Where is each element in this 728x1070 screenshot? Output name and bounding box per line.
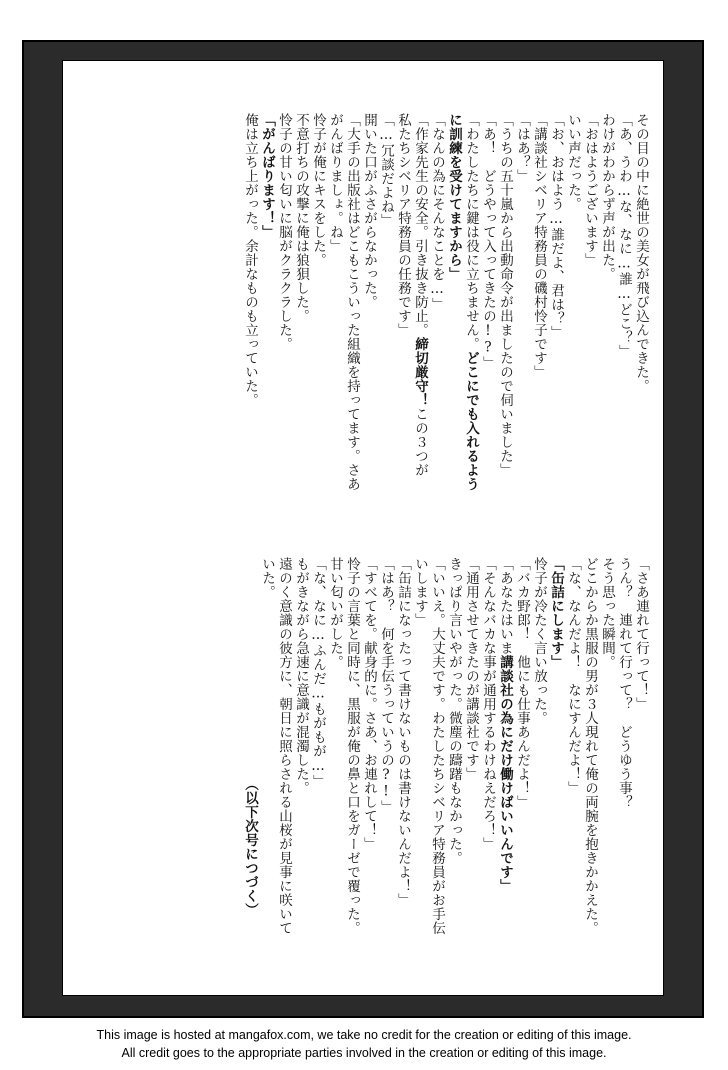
to-be-continued: （以下次号につづく） xyxy=(242,777,258,917)
story-line: 怜子の言葉と同時に、黒服が俺の鼻と口をガーゼで覆った。 xyxy=(344,557,360,935)
story-line: 「あ、うわ…な、なに…誰…どこ？」 xyxy=(616,113,632,359)
story-line: 「缶詰にします」 xyxy=(548,557,564,669)
story-line: いします」 xyxy=(412,557,428,627)
story-text: 「わたしたちに鍵は役に立ちません。 xyxy=(463,113,479,351)
story-line: 「すべてを。献身的に。さあ、お連れして！」 xyxy=(361,557,377,851)
story-line: がんばりましょ。ね」 xyxy=(327,113,343,253)
story-line: 甘い匂いがした。 xyxy=(327,557,343,669)
story-emphasis: 講談社の為にだけ働けばいいんです」 xyxy=(497,655,513,893)
story-emphasis: どこにでも入れるよう xyxy=(463,351,479,491)
story-text: 「あなたはいま xyxy=(497,557,513,655)
story-line: 怜子の甘い匂いに脳がクラクラした。 xyxy=(276,113,292,351)
story-line: 「大手の出版社はどこもこういった組織を持ってます。さあ xyxy=(344,113,360,491)
story-line: 「いいえ。大丈夫です。わたしたちシベリア特務員がお手伝 xyxy=(429,557,445,935)
story-line: 私たちシベリア特務員の任務です」 xyxy=(395,113,411,337)
story-line: 「な、なに…ふんだ…もがもが…」 xyxy=(310,557,326,789)
story-line: 「通用させてきたのが講談社です」 xyxy=(463,557,479,781)
story-line: 「バカ野郎！ 他にも仕事あんだよ！」 xyxy=(514,557,530,809)
story-line: 「そんなバカな事が通用するわけねえだろ！」 xyxy=(480,557,496,851)
story-line: いた。 xyxy=(259,557,275,599)
story-line: 開いた口がふさがらなかった。 xyxy=(361,113,377,309)
story-line: 不意打ちの攻撃に俺は狼狽した。 xyxy=(293,113,309,323)
story-line: いい声だった。 xyxy=(565,113,581,211)
page-frame xyxy=(22,40,704,1018)
story-line: 俺は立ち上がった。余計なものも立っていた。 xyxy=(242,113,258,407)
story-line: もがきながら急速に意識が混濁した。 xyxy=(293,557,309,795)
story-line: 「うちの五十嵐から出動命令が出ましたので伺いました」 xyxy=(497,113,513,477)
story-line xyxy=(462,113,479,573)
story-line: 怜子が冷たく言い放った。 xyxy=(531,557,547,725)
story-text: この３つが xyxy=(412,407,428,477)
story-line: 「はあ？」 xyxy=(514,113,530,183)
story-line: その目の中に絶世の美女が飛び込んできた。 xyxy=(633,113,649,393)
story-line: わけがわからず声が出た。 xyxy=(599,113,615,281)
story-text: 「作家先生の安全。引き抜き防止。 xyxy=(412,113,428,337)
story-line: 遠のく意識の彼方に、朝日に照らされる山桜が見事に咲いて xyxy=(276,557,292,935)
story-emphasis: 締切厳守！ xyxy=(412,337,428,407)
story-line: 「あ！ どうやって入ってきたの!?」 xyxy=(480,113,496,370)
story-line: どこからか黒服の男が３人現れて俺の両腕を抱きかかえた。 xyxy=(582,557,598,935)
story-line: 「…冗談だよね」 xyxy=(378,113,394,228)
story-line: 「講談社シベリア特務員の磯村怜子です」 xyxy=(531,113,547,379)
host-credit-line-1: This image is hosted at mangafox.com, we take no credit for the creation or editing of this image. xyxy=(96,1028,632,1042)
story-line: うん？ 連れて行って？ どうゆう事？ xyxy=(616,557,632,809)
story-line: 「はあ？ 何を手伝うっていうの?!」 xyxy=(378,557,394,814)
story-line: 「缶詰になったって書けないものは書けないんだよ！」 xyxy=(395,557,411,907)
story-line: きっぱり言いやがった。微塵の躊躇もなかった。 xyxy=(446,557,462,865)
story-line: 「さあ連れて行って！」 xyxy=(633,557,649,711)
story-line: 「なんの為にそんなことを…」 xyxy=(429,113,445,312)
story-lower-block xyxy=(241,557,649,987)
story-line: に訓練を受けてますから」 xyxy=(446,113,462,281)
story-line: 怜子が俺にキスをした。 xyxy=(310,113,326,267)
story-line xyxy=(496,557,513,987)
story-line: 「お、おはよう…誰だよ、君は？」 xyxy=(548,113,564,340)
text-panel xyxy=(62,60,664,996)
story-line: 「おはようございます」 xyxy=(582,113,598,267)
story-line: そう思った瞬間。 xyxy=(599,557,615,669)
story-line: 「がんばります！」 xyxy=(259,113,275,239)
story-upper-block xyxy=(241,113,649,573)
story-line: 「な、なんだよ！ なにすんだよ！」 xyxy=(565,557,581,795)
story-line xyxy=(411,113,428,573)
host-credit-line-2: All credit goes to the appropriate parties involved in the creation or editing of this image. xyxy=(121,1046,607,1060)
